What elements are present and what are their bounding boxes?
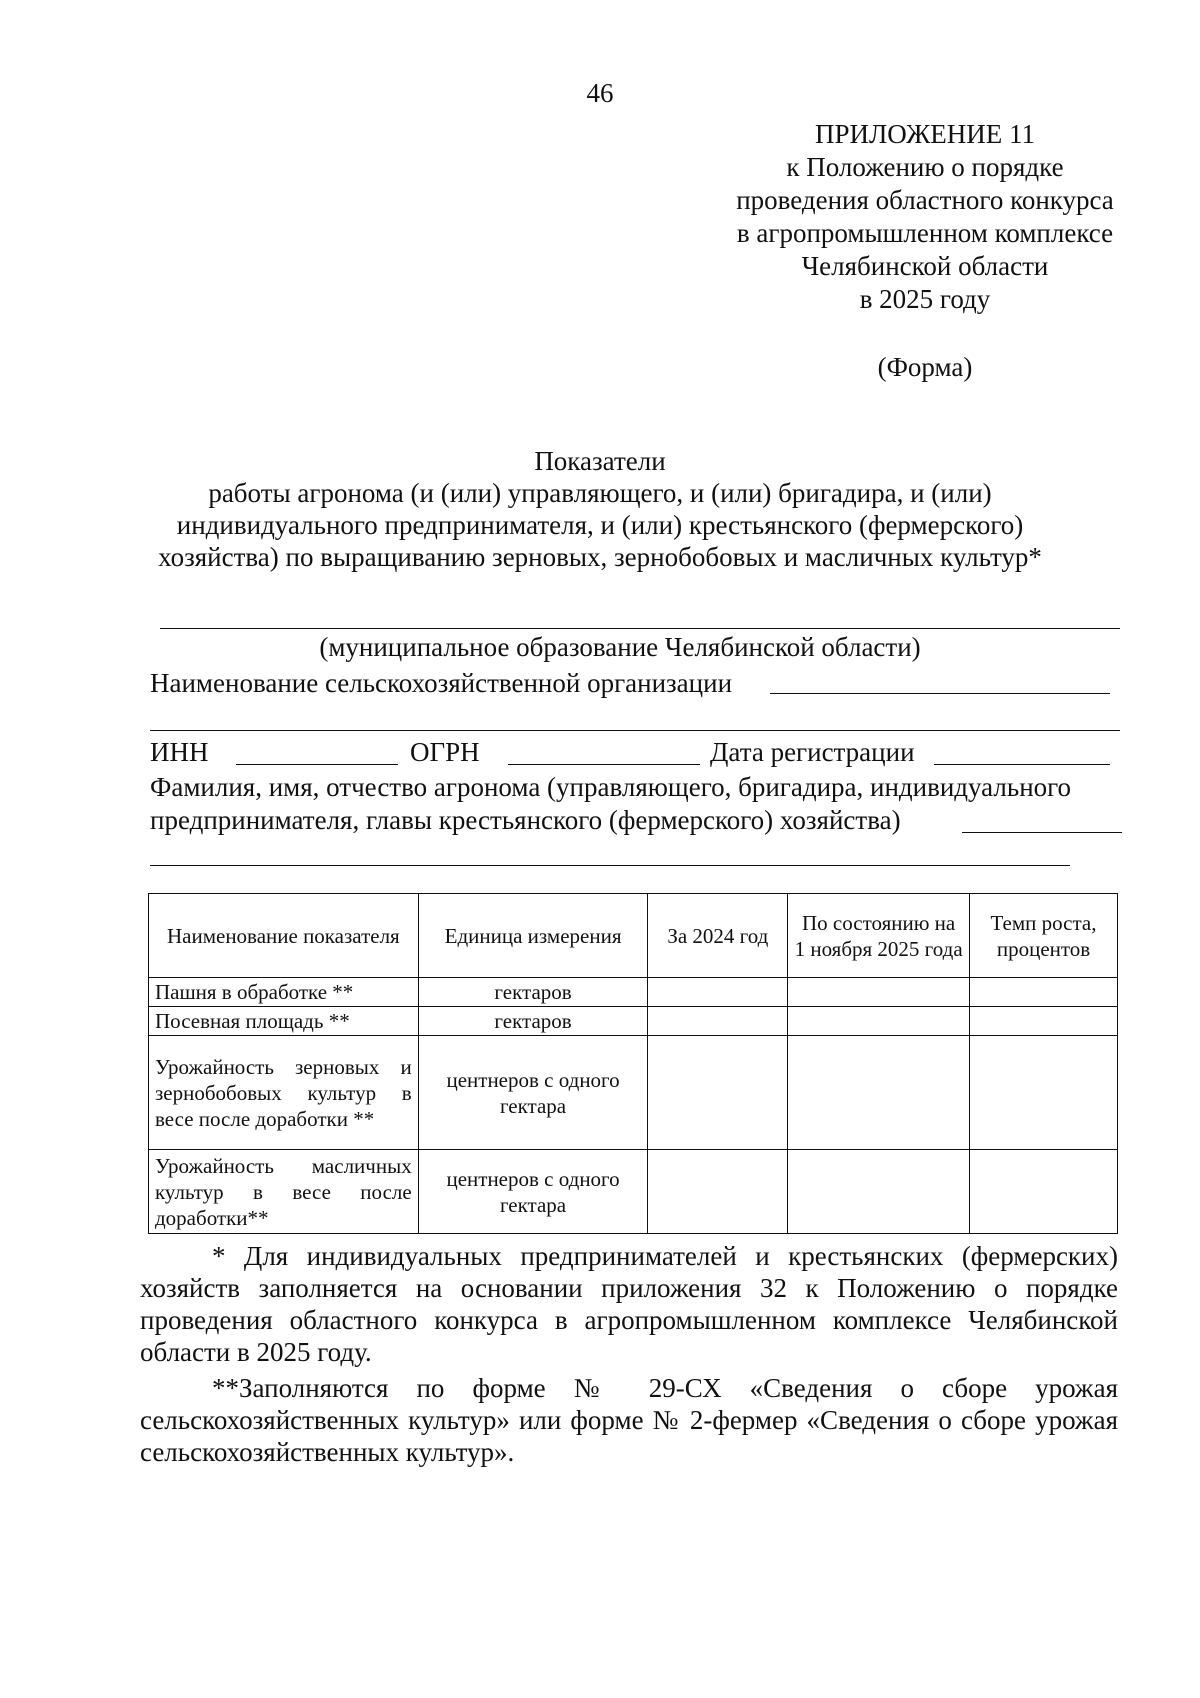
value-cell-2024[interactable]	[648, 1036, 788, 1150]
table-row	[149, 1007, 1118, 1036]
value-cell-growth[interactable]	[970, 1036, 1118, 1150]
page-number: 46	[586, 78, 614, 108]
header-2024: За 2024 год	[648, 894, 788, 978]
inn-blank[interactable]	[236, 764, 398, 765]
value-cell-2024[interactable]	[648, 978, 788, 1007]
ogrn-blank[interactable]	[508, 764, 700, 765]
table-row	[149, 1036, 1118, 1150]
header-nov-2025: По состоянию на 1 ноября 2025 года	[788, 894, 970, 978]
row-name: Посевная площадь **	[149, 1007, 419, 1036]
table-row	[149, 1150, 1118, 1234]
appendix-line: в агропромышленном комплексе	[736, 218, 1114, 248]
row-name: Урожайность масличных культур в весе после доработки**	[149, 1150, 419, 1234]
heading-line: хозяйства) по выращиванию зерновых, зернобобовых и масличных культур*	[158, 542, 1042, 572]
person-blank[interactable]	[962, 832, 1122, 833]
row-unit: центнеров с одного гектара	[418, 1150, 648, 1234]
indicators-table	[148, 893, 1118, 1234]
value-cell-2025[interactable]	[788, 1007, 970, 1036]
row-unit: гектаров	[418, 1007, 648, 1036]
header-growth-rate: Темп роста, процентов	[970, 894, 1118, 978]
value-cell-2025[interactable]	[788, 1150, 970, 1234]
person-label-line2: предпринимателя, главы крестьянского (фермерского) хозяйства)	[150, 805, 901, 835]
appendix-title: ПРИЛОЖЕНИЕ 11	[814, 119, 1036, 149]
appendix-header	[690, 118, 1160, 316]
heading-line: индивидуального предпринимателя, и (или) крестьянского (фермерского)	[176, 510, 1024, 540]
form-label: (Форма)	[877, 352, 973, 382]
row-name: Пашня в обработке **	[149, 978, 419, 1007]
org-name-blank[interactable]	[770, 693, 1110, 694]
value-cell-2025[interactable]	[788, 978, 970, 1007]
header-unit: Единица измерения	[418, 894, 648, 978]
value-cell-growth[interactable]	[970, 1150, 1118, 1234]
value-cell-2024[interactable]	[648, 1150, 788, 1234]
table-row	[149, 978, 1118, 1007]
appendix-line: проведения областного конкурса	[736, 185, 1114, 215]
footnote-1: * Для индивидуальных предпринимателей и крестьянских (фермерских) хозяйств заполняется на основании приложения 32 к Положению о порядке проведения областного конкурса в агропромышленном комплексе Челябинской области в 2025 году.	[140, 1241, 1118, 1367]
header-indicator-name: Наименование показателя	[149, 894, 419, 978]
appendix-line: к Положению о порядке	[786, 152, 1064, 182]
appendix-line: в 2025 году	[859, 284, 991, 314]
reg-date-blank[interactable]	[934, 764, 1110, 765]
appendix-line: Челябинской области	[801, 251, 1049, 281]
value-cell-2024[interactable]	[648, 1007, 788, 1036]
value-cell-growth[interactable]	[970, 978, 1118, 1007]
row-name: Урожайность зерновых и зернобобовых культур в весе после доработки **	[149, 1036, 419, 1150]
row-unit: центнеров с одного гектара	[418, 1036, 648, 1150]
table-header-row	[149, 894, 1118, 978]
value-cell-growth[interactable]	[970, 1007, 1118, 1036]
person-blank-line2[interactable]	[150, 865, 1070, 866]
municipality-blank-line[interactable]	[160, 628, 1120, 629]
row-unit: гектаров	[418, 978, 648, 1007]
org-name-label: Наименование сельскохозяйственной организации	[150, 668, 733, 698]
person-label-line1: Фамилия, имя, отчество агронома (управляющего, бригадира, индивидуального	[150, 772, 1072, 802]
heading-title: Показатели	[534, 446, 666, 476]
inn-label: ИНН	[150, 737, 209, 767]
document-heading	[120, 445, 1080, 573]
reg-date-label: Дата регистрации	[710, 737, 915, 767]
footnote-2: **Заполняются по форме № 29-СХ «Сведения о сборе урожая сельскохозяйственных культур» или форме № 2-фермер «Сведения о сборе урожая сельскохозяйственных культур».	[140, 1373, 1118, 1467]
ogrn-label: ОГРН	[410, 737, 480, 767]
footnotes	[140, 1240, 1118, 1468]
value-cell-2025[interactable]	[788, 1036, 970, 1150]
org-name-blank-line2[interactable]	[150, 730, 1120, 731]
heading-line: работы агронома (и (или) управляющего, и (или) бригадира, и (или)	[208, 478, 992, 508]
municipality-caption: (муниципальное образование Челябинской области)	[319, 632, 921, 662]
